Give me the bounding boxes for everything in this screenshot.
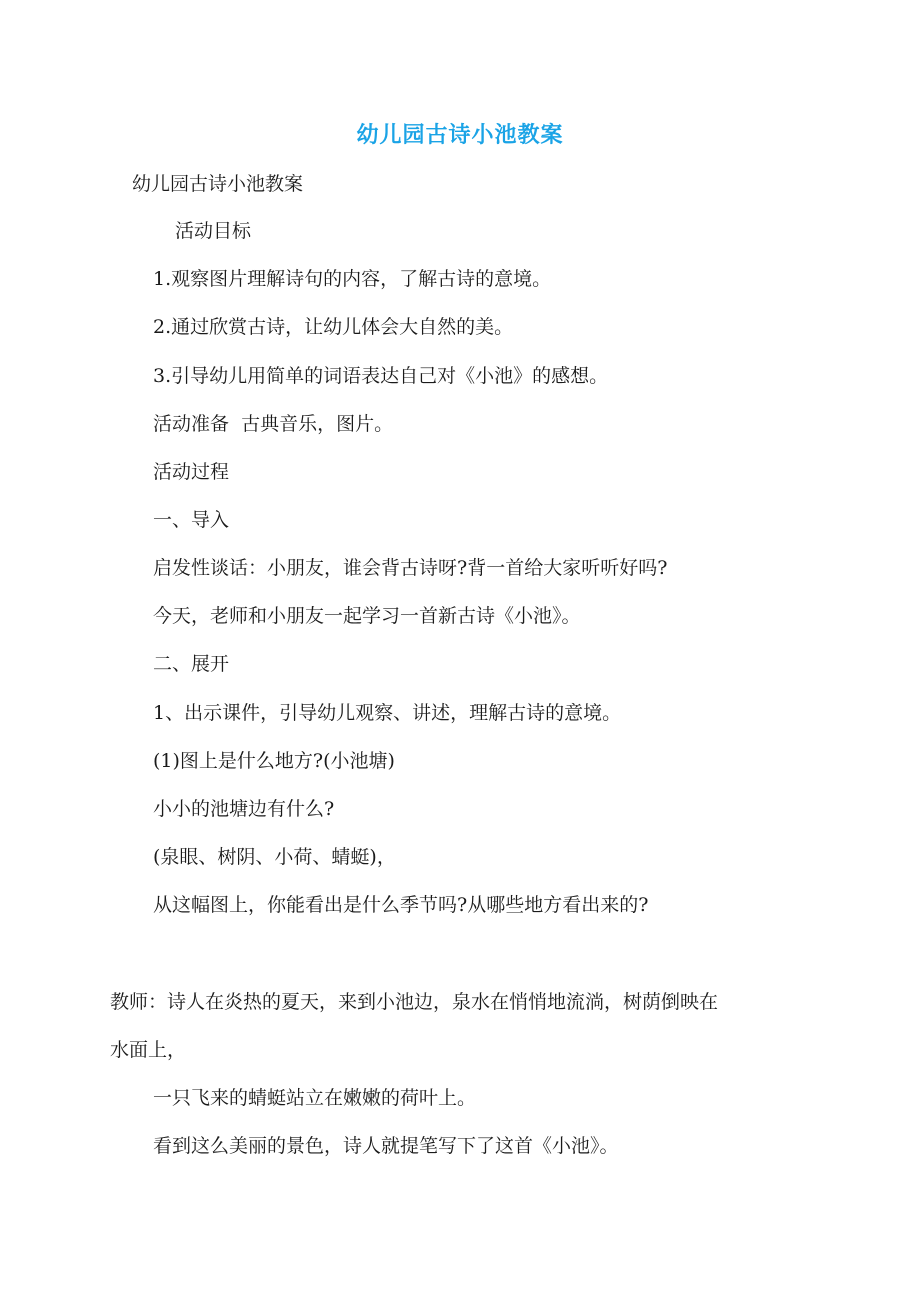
goal-item-1: 1.观察图片理解诗句的内容，了解古诗的意境。 — [153, 268, 552, 290]
document-subtitle: 幼儿园古诗小池教案 — [132, 173, 304, 195]
section-expand-heading: 二、展开 — [153, 653, 230, 675]
document-title: 幼儿园古诗小池教案 — [356, 122, 564, 148]
goal-item-2: 2.通过欣赏古诗，让幼儿体会大自然的美。 — [153, 316, 514, 338]
teacher-line-2: 水面上， — [110, 1039, 187, 1061]
question-1: (1)图上是什么地方?(小池塘) — [153, 750, 395, 772]
question-3: 从这幅图上，你能看出是什么季节吗?从哪些地方看出来的? — [153, 894, 649, 916]
process-heading: 活动过程 — [153, 461, 230, 483]
teacher-line-1: 教师：诗人在炎热的夏天，来到小池边，泉水在悄悄地流淌，树荫倒映在 — [110, 991, 719, 1013]
intro-today: 今天，老师和小朋友一起学习一首新古诗《小池》。 — [153, 605, 581, 627]
goals-heading: 活动目标 — [175, 220, 252, 242]
section-intro-heading: 一、导入 — [153, 509, 230, 531]
teacher-line-3: 一只飞来的蜻蜓站立在嫩嫩的荷叶上。 — [153, 1087, 477, 1109]
answer-2: (泉眼、树阴、小荷、蜻蜓)， — [153, 846, 396, 868]
step-1: 1、出示课件，引导幼儿观察、讲述，理解古诗的意境。 — [153, 702, 622, 724]
preparation-line: 活动准备 古典音乐，图片。 — [153, 413, 394, 435]
intro-talk: 启发性谈话：小朋友，谁会背古诗呀?背一首给大家听听好吗? — [153, 557, 668, 579]
goal-item-3: 3.引导幼儿用简单的词语表达自己对《小池》的感想。 — [153, 365, 609, 387]
question-2: 小小的池塘边有什么? — [153, 798, 335, 820]
teacher-line-4: 看到这么美丽的景色，诗人就提笔写下了这首《小池》。 — [153, 1135, 619, 1157]
